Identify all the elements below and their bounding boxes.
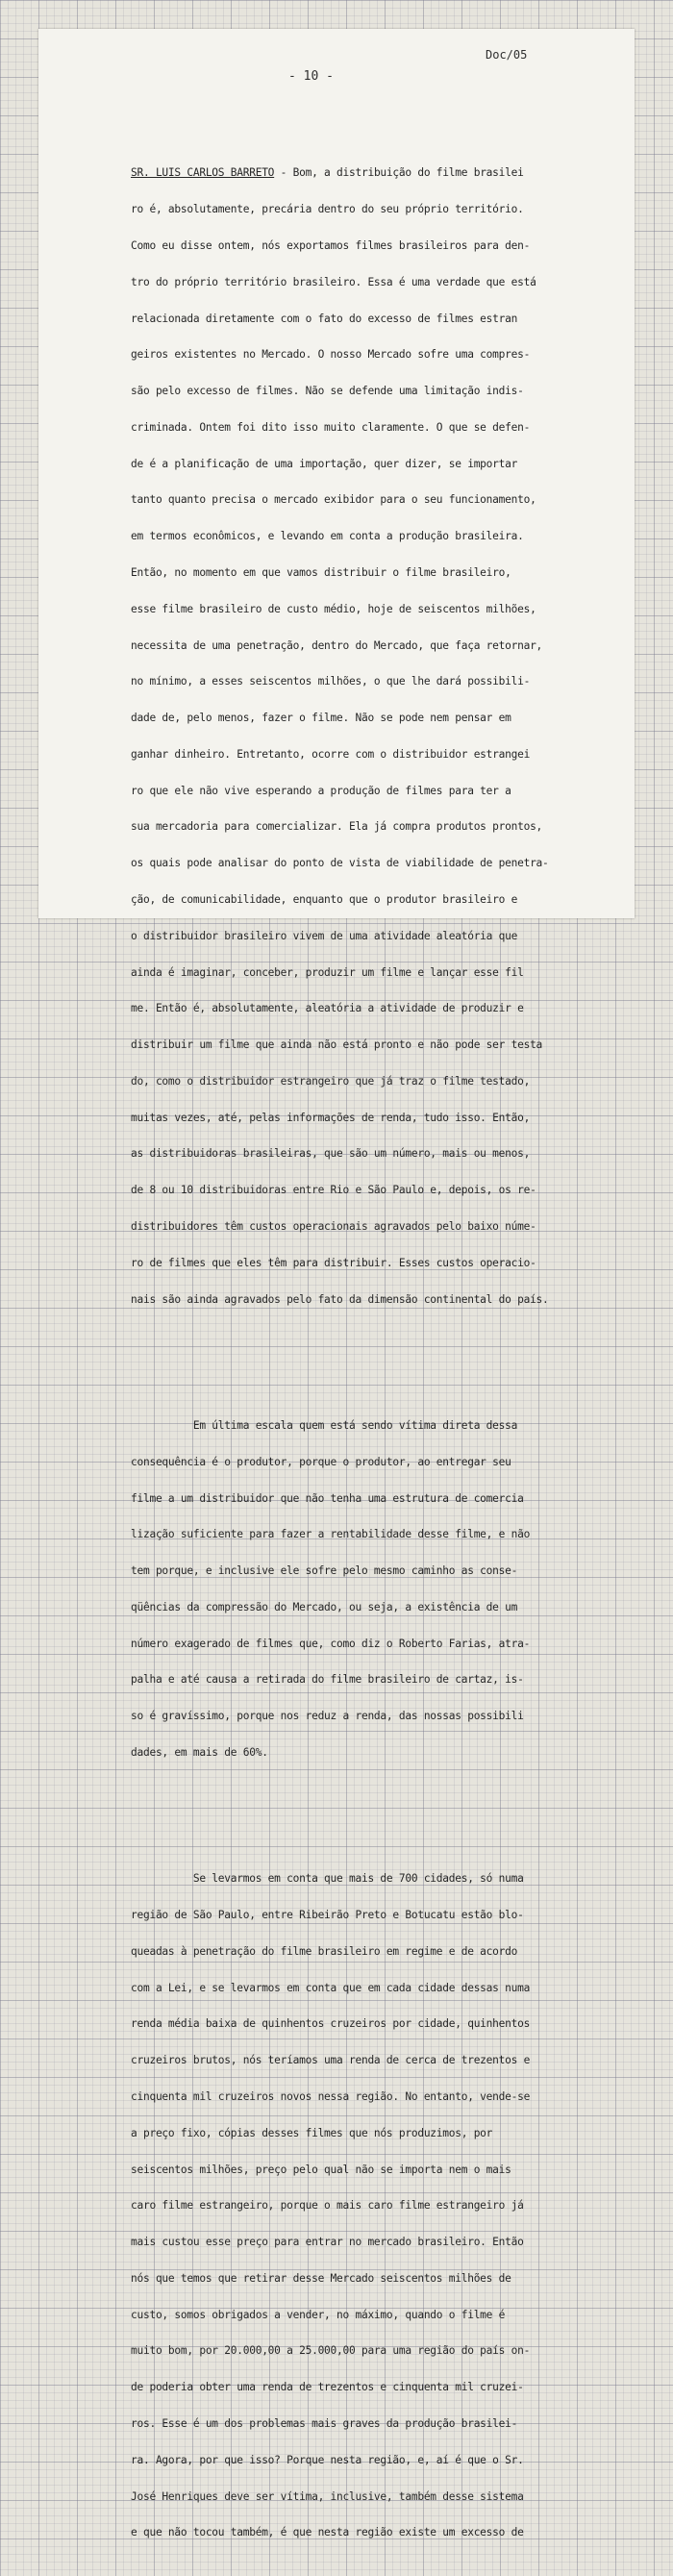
text-line: cinquenta mil cruzeiros novos nessa região. No entanto, vende-se xyxy=(131,2090,531,2103)
text-line: ros. Esse é um dos problemas mais graves da produção brasilei- xyxy=(131,2417,518,2431)
text-line: necessita de uma penetração, dentro do Mercado, que faça retornar, xyxy=(131,638,543,652)
text-line: esse filme brasileiro de custo médio, hoje de seiscentos milhões, xyxy=(131,602,536,615)
text-line: queadas à penetração do filme brasileiro em regime e de acordo xyxy=(131,1944,518,1958)
text-line: mais custou esse preço para entrar no mercado brasileiro. Então xyxy=(131,2236,524,2249)
text-line: dades, em mais de 60%. xyxy=(131,1745,268,1759)
text-line: renda média baixa de quinhentos cruzeiros por cidade, quinhentos xyxy=(131,2017,531,2031)
text-line: criminada. Ontem foi dito isso muito claramente. O que se defen- xyxy=(131,420,531,434)
text-line: tanto quanto precisa o mercado exibidor para o seu funcionamento, xyxy=(131,493,536,507)
text-line: ra. Agora, por que isso? Porque nesta região, e, aí é que o Sr. xyxy=(131,2453,524,2466)
text-line: ção, de comunicabilidade, enquanto que o produtor brasileiro e xyxy=(131,893,518,906)
text-line: so é gravíssimo, porque nos reduz a renda, das nossas possibili xyxy=(131,1710,524,1723)
page-number: - 10 - xyxy=(288,69,334,84)
text-line: muitas vezes, até, pelas informações de renda, tudo isso. Então, xyxy=(131,1111,531,1124)
text-line: ro de filmes que eles têm para distribuir. Esses custos operacio- xyxy=(131,1256,536,1269)
document-body xyxy=(131,119,611,2576)
text-line: de 8 ou 10 distribuidoras entre Rio e São Paulo e, depois, os re- xyxy=(131,1184,536,1197)
text-line: relacionada diretamente com o fato do excesso de filmes estran xyxy=(131,312,518,325)
text-line: José Henriques deve ser vítima, inclusive, também desse sistema xyxy=(131,2489,524,2503)
text-line: tem porque, e inclusive ele sofre pelo mesmo caminho as conse- xyxy=(131,1564,518,1578)
text-line: muito bom, por 20.000,00 a 25.000,00 para uma região do país on- xyxy=(131,2344,531,2358)
text-line: distribuidores têm custos operacionais agravados pelo baixo núme- xyxy=(131,1220,536,1234)
text-line: ro que ele não vive esperando a produção de filmes para ter a xyxy=(131,784,511,797)
text-line: ainda é imaginar, conceber, produzir um filme e lançar esse fil xyxy=(131,965,524,979)
text-line: filme a um distribuidor que não tenha uma estrutura de comercia xyxy=(131,1491,524,1505)
text-line: as distribuidoras brasileiras, que são um número, mais ou menos, xyxy=(131,1147,531,1161)
text-line: ganhar dinheiro. Entretanto, ocorre com o distribuidor estrangei xyxy=(131,747,531,761)
text-line: Então, no momento em que vamos distribuir o filme brasileiro, xyxy=(131,565,511,579)
text-line: tro do próprio território brasileiro. Essa é uma verdade que está xyxy=(131,275,536,288)
text-line: sua mercadoria para comercializar. Ela já compra produtos prontos, xyxy=(131,820,543,834)
text-line: no mínimo, a esses seiscentos milhões, o que lhe dará possibili- xyxy=(131,675,531,688)
text-line: ro é, absolutamente, precária dentro do seu próprio território. xyxy=(131,203,524,216)
text-line: dade de, pelo menos, fazer o filme. Não se pode nem pensar em xyxy=(131,712,511,725)
paragraph-1 xyxy=(131,143,611,1330)
text-line: nós que temos que retirar desse Mercado seiscentos milhões de xyxy=(131,2271,511,2285)
text-line: e que não tocou também, é que nesta região existe um excesso de xyxy=(131,2526,524,2539)
text-line: com a Lei, e se levarmos em conta que em cada cidade dessas numa xyxy=(131,1981,531,1994)
paragraph-3 xyxy=(131,1849,611,2563)
text-line: a preço fixo, cópias desses filmes que nós produzimos, por xyxy=(131,2126,493,2139)
text-line: custo, somos obrigados a vender, no máximo, quando o filme é xyxy=(131,2308,506,2321)
text-line: geiros existentes no Mercado. O nosso Mercado sofre uma compres- xyxy=(131,348,531,362)
text-line: em termos econômicos, e levando em conta a produção brasileira. xyxy=(131,530,524,543)
text-line: Em última escala quem está sendo vítima direta dessa xyxy=(131,1418,518,1432)
text-line: - Bom, a distribuição do filme brasilei xyxy=(274,166,524,180)
text-line: de é a planificação de uma importação, quer dizer, se importar xyxy=(131,457,518,470)
text-line: distribuir um filme que ainda não está pronto e não pode ser testa xyxy=(131,1038,543,1052)
text-line: os quais pode analisar do ponto de vista de viabilidade de penetra- xyxy=(131,857,549,870)
text-line: do, como o distribuidor estrangeiro que já traz o filme testado, xyxy=(131,1074,531,1088)
text-line: o distribuidor brasileiro vivem de uma atividade aleatória que xyxy=(131,929,518,942)
text-line: Como eu disse ontem, nós exportamos filmes brasileiros para den- xyxy=(131,238,531,252)
text-line: me. Então é, absolutamente, aleatória a atividade de produzir e xyxy=(131,1002,524,1015)
document-reference: Doc/05 xyxy=(486,48,528,62)
text-line: região de São Paulo, entre Ribeirão Preto e Botucatu estão blo- xyxy=(131,1909,524,1922)
text-line: qüências da compressão do Mercado, ou seja, a existência de um xyxy=(131,1600,518,1613)
text-line: palha e até causa a retirada do filme brasileiro de cartaz, is- xyxy=(131,1673,524,1687)
text-line: nais são ainda agravados pelo fato da dimensão continental do país. xyxy=(131,1292,549,1306)
speaker-name: SR. LUIS CARLOS BARRETO xyxy=(131,166,275,180)
text-line: seiscentos milhões, preço pelo qual não se importa nem o mais xyxy=(131,2163,511,2176)
paragraph-2 xyxy=(131,1396,611,1784)
text-line: são pelo excesso de filmes. Não se defende uma limitação indis- xyxy=(131,385,524,398)
text-line: consequência é o produtor, porque o produtor, ao entregar seu xyxy=(131,1455,511,1468)
text-line: lização suficiente para fazer a rentabilidade desse filme, e não xyxy=(131,1528,531,1541)
text-line: caro filme estrangeiro, porque o mais caro filme estrangeiro já xyxy=(131,2199,524,2213)
text-line: cruzeiros brutos, nós teríamos uma renda de cerca de trezentos e xyxy=(131,2054,531,2067)
text-line: número exagerado de filmes que, como diz o Roberto Farias, atra- xyxy=(131,1637,531,1650)
text-line: Se levarmos em conta que mais de 700 cidades, só numa xyxy=(131,1872,524,1886)
text-line: de poderia obter uma renda de trezentos e cinquenta mil cruzei- xyxy=(131,2381,524,2394)
